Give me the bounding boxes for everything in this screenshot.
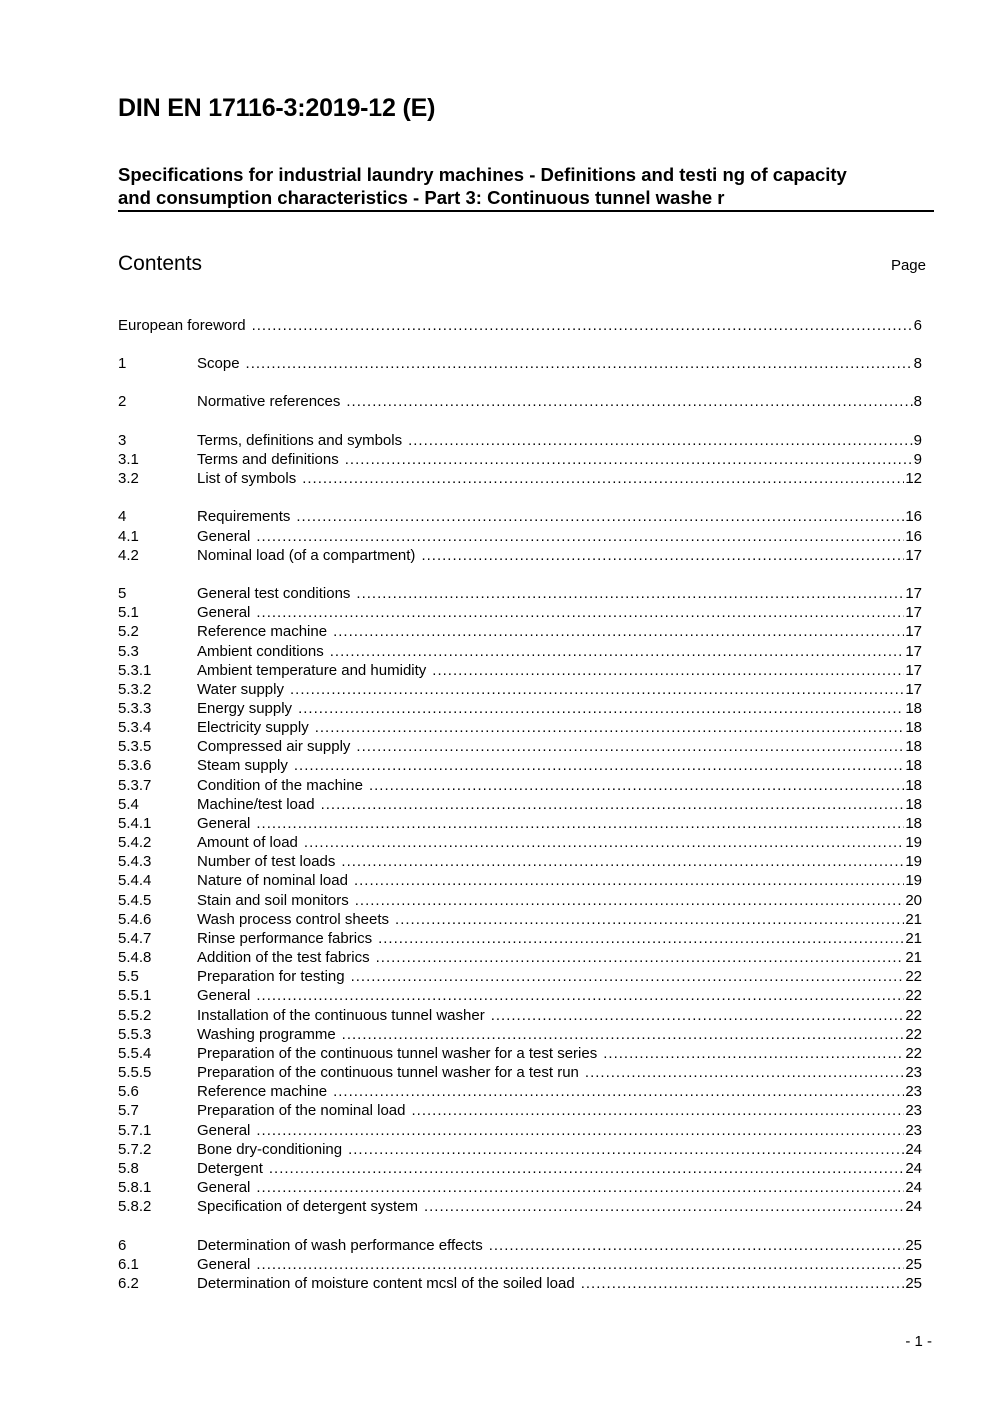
toc-entry-number: 5.3.2: [118, 681, 152, 698]
toc-entry[interactable]: [118, 910, 922, 929]
toc-entry-page: 17: [905, 681, 922, 698]
toc-entry-page: 18: [905, 700, 922, 717]
toc-dot-leader: [256, 1255, 904, 1274]
toc-entry-page: 20: [905, 892, 922, 909]
toc-entry-number: 5.4.1: [118, 815, 152, 832]
toc-entry-page: 24: [905, 1198, 922, 1215]
toc-entry-number: 5.2: [118, 623, 139, 640]
toc-entry[interactable]: [118, 680, 922, 699]
toc-dot-leader: [296, 507, 904, 526]
toc-dot-leader: [269, 1159, 904, 1178]
toc-entry-title: General: [197, 604, 251, 621]
toc-entry-title: Terms and definitions: [197, 451, 339, 468]
toc-entry[interactable]: [118, 795, 922, 814]
toc-entry-title: Reference machine: [197, 1083, 328, 1100]
toc-entry-number: 5.4.8: [118, 949, 152, 966]
toc-entry-title: Addition of the test fabrics: [197, 949, 370, 966]
toc-dot-leader: [355, 891, 905, 910]
toc-entry-page: 18: [905, 757, 922, 774]
toc-entry-title: General: [197, 987, 251, 1004]
toc-dot-leader: [252, 316, 913, 335]
toc-entry[interactable]: [118, 776, 922, 795]
toc-entry-page: 8: [913, 355, 922, 372]
toc-entry-title: General: [197, 1256, 251, 1273]
toc-entry-title: General test conditions: [197, 585, 351, 602]
toc-entry[interactable]: [118, 642, 922, 661]
toc-dot-leader: [376, 948, 905, 967]
toc-entry-number: 5.3.6: [118, 757, 152, 774]
toc-dot-leader: [256, 986, 904, 1005]
toc-entry-page: 23: [905, 1102, 922, 1119]
toc-entry-page: 18: [905, 796, 922, 813]
toc-entry-number: 5.1: [118, 604, 139, 621]
toc-entry[interactable]: [118, 1178, 922, 1197]
toc-entry[interactable]: [118, 737, 922, 756]
toc-entry-number: 1: [118, 355, 127, 372]
toc-entry-page: 21: [905, 930, 922, 947]
toc-entry-title: General: [197, 528, 251, 545]
toc-entry-page: 19: [905, 834, 922, 851]
toc-entry-title: General: [197, 815, 251, 832]
toc-dot-leader: [256, 527, 904, 546]
toc-entry-number: 5.3.5: [118, 738, 152, 755]
contents-heading: Contents: [118, 252, 203, 275]
toc-entry[interactable]: [118, 450, 922, 469]
toc-dot-leader: [581, 1274, 905, 1293]
toc-entry[interactable]: [118, 584, 922, 603]
toc-dot-leader: [290, 680, 904, 699]
toc-entry-page: 18: [905, 719, 922, 736]
toc-dot-leader: [351, 967, 905, 986]
toc-dot-leader: [408, 431, 913, 450]
toc-entry[interactable]: [118, 431, 922, 450]
toc-entry[interactable]: [118, 833, 922, 852]
toc-entry-page: 16: [905, 528, 922, 545]
toc-entry-number: 2: [118, 393, 127, 410]
toc-entry-title: Number of test loads: [197, 853, 336, 870]
toc-dot-leader: [356, 737, 904, 756]
toc-entry[interactable]: [118, 1121, 922, 1140]
toc-entry-title: Water supply: [197, 681, 284, 698]
toc-dot-leader: [411, 1101, 904, 1120]
toc-dot-leader: [315, 718, 905, 737]
toc-entry-page: 9: [913, 432, 922, 449]
toc-entry[interactable]: [118, 1044, 922, 1063]
toc-entry[interactable]: [118, 546, 922, 565]
toc-entry-title: Electricity supply: [197, 719, 309, 736]
toc-entry-page: 17: [905, 662, 922, 679]
toc-entry[interactable]: [118, 603, 922, 622]
toc-dot-leader: [304, 833, 904, 852]
toc-entry-number: 5.3.7: [118, 777, 152, 794]
toc-entry-number: 5.4.3: [118, 853, 152, 870]
toc-dot-leader: [345, 450, 913, 469]
toc-entry-page: 21: [905, 949, 922, 966]
toc-entry-title: Condition of the machine: [197, 777, 363, 794]
toc-entry-title: Normative references: [197, 393, 341, 410]
toc-entry-page: 22: [905, 1045, 922, 1062]
toc-dot-leader: [294, 756, 904, 775]
toc-entry-page: 22: [905, 987, 922, 1004]
toc-entry-page: 21: [905, 911, 922, 928]
toc-entry-number: 5.6: [118, 1083, 139, 1100]
toc-entry[interactable]: [118, 1025, 922, 1044]
toc-entry-number: 5.7.2: [118, 1141, 152, 1158]
toc-entry-title: Preparation of the nominal load: [197, 1102, 406, 1119]
toc-entry[interactable]: [118, 814, 922, 833]
toc-entry-page: 25: [905, 1237, 922, 1254]
toc-entry[interactable]: [118, 1197, 922, 1216]
toc-entry-page: 24: [905, 1160, 922, 1177]
toc-entry-number: 5: [118, 585, 127, 602]
toc-entry-number: 5.4: [118, 796, 139, 813]
toc-entry-title: List of symbols: [197, 470, 297, 487]
toc-entry-number: 4.1: [118, 528, 139, 545]
toc-entry-title: Preparation of the continuous tunnel washer for a test run: [197, 1064, 579, 1081]
toc-entry[interactable]: [118, 967, 922, 986]
toc-entry-title: Specification of detergent system: [197, 1198, 418, 1215]
toc-entry-title: Preparation for testing: [197, 968, 345, 985]
toc-entry[interactable]: [118, 354, 922, 373]
toc-entry-number: 5.5.1: [118, 987, 152, 1004]
toc-dot-leader: [432, 661, 904, 680]
toc-entry-number: 5.5: [118, 968, 139, 985]
toc-dot-leader: [342, 1025, 905, 1044]
toc-entry-number: 5.4.4: [118, 872, 152, 889]
toc-entry-number: 5.5.5: [118, 1064, 152, 1081]
toc-entry-page: 17: [905, 604, 922, 621]
toc-dot-leader: [298, 699, 904, 718]
toc-entry-page: 22: [905, 1007, 922, 1024]
toc-entry-title: Amount of load: [197, 834, 298, 851]
subtitle-line-1: Specifications for industrial laundry machines - Definitions and testi ng of capacity: [118, 164, 847, 185]
toc-entry[interactable]: [118, 756, 922, 775]
toc-entry-number: 5.4.6: [118, 911, 152, 928]
toc-entry-title: Determination of moisture content mcsl of the soiled load: [197, 1275, 575, 1292]
toc-entry-title: Machine/test load: [197, 796, 315, 813]
toc-entry[interactable]: [118, 507, 922, 526]
toc-entry-number: 5.4.7: [118, 930, 152, 947]
toc-entry-title: Steam supply: [197, 757, 288, 774]
toc-entry-title: Rinse performance fabrics: [197, 930, 373, 947]
toc-entry-page: 23: [905, 1064, 922, 1081]
toc-dot-leader: [256, 1121, 904, 1140]
toc-dot-leader: [369, 776, 904, 795]
toc-entry[interactable]: [118, 1140, 922, 1159]
toc-entry[interactable]: [118, 1255, 922, 1274]
toc-entry-title: Energy supply: [197, 700, 293, 717]
toc-entry-title: Terms, definitions and symbols: [197, 432, 403, 449]
toc-dot-leader: [256, 814, 904, 833]
toc-entry-page: 16: [905, 508, 922, 525]
toc-entry-number: 5.8: [118, 1160, 139, 1177]
toc-dot-leader: [424, 1197, 904, 1216]
toc-entry-title: Installation of the continuous tunnel washer: [197, 1007, 485, 1024]
toc-dot-leader: [354, 871, 904, 890]
toc-entry-page: 18: [905, 777, 922, 794]
toc-entry-number: 5.3: [118, 643, 139, 660]
toc-entry-number: 6: [118, 1237, 127, 1254]
toc-entry[interactable]: [118, 852, 922, 871]
toc-entry-number: 3.1: [118, 451, 139, 468]
toc-dot-leader: [333, 622, 904, 641]
toc-entry-number: 5.3.3: [118, 700, 152, 717]
toc-dot-leader: [256, 1178, 904, 1197]
toc-entry-page: 22: [905, 968, 922, 985]
toc-entry-title: Reference machine: [197, 623, 328, 640]
toc-entry[interactable]: [118, 661, 922, 680]
toc-entry-number: 3.2: [118, 470, 139, 487]
toc-entry-title: Requirements: [197, 508, 291, 525]
toc-entry[interactable]: [118, 1101, 922, 1120]
toc-entry[interactable]: [118, 1006, 922, 1025]
toc-entry-title: General: [197, 1122, 251, 1139]
toc-dot-leader: [489, 1236, 905, 1255]
toc-entry-title: Bone dry-conditioning: [197, 1141, 343, 1158]
toc-entry-title: Wash process control sheets: [197, 911, 390, 928]
toc-entry-title: Compressed air supply: [197, 738, 351, 755]
toc-entry[interactable]: [118, 527, 922, 546]
toc-entry-title: Nominal load (of a compartment): [197, 547, 416, 564]
toc-entry-page: 23: [905, 1083, 922, 1100]
toc-entry[interactable]: [118, 1274, 922, 1293]
toc-entry-number: 5.5.4: [118, 1045, 152, 1062]
toc-dot-leader: [256, 603, 904, 622]
page-number: - 1 -: [905, 1333, 932, 1350]
toc-entry[interactable]: [118, 1082, 922, 1101]
toc-entry-page: 25: [905, 1256, 922, 1273]
toc-entry-number: 4.2: [118, 547, 139, 564]
toc-entry-page: 18: [905, 815, 922, 832]
toc-entry-page: 17: [905, 643, 922, 660]
toc-entry-page: 19: [905, 872, 922, 889]
toc-entry-title: Ambient conditions: [197, 643, 324, 660]
toc-entry-page: 17: [905, 623, 922, 640]
toc-entry[interactable]: [118, 948, 922, 967]
toc-entry-page: 17: [905, 547, 922, 564]
toc-entry[interactable]: [118, 1236, 922, 1255]
toc-dot-leader: [341, 852, 904, 871]
toc-dot-leader: [585, 1063, 904, 1082]
toc-entry-page: 19: [905, 853, 922, 870]
toc-entry-title: Stain and soil monitors: [197, 892, 349, 909]
toc-entry[interactable]: [118, 891, 922, 910]
toc-entry-number: 5.3.1: [118, 662, 152, 679]
subtitle: [118, 163, 934, 209]
toc-entry[interactable]: [118, 392, 922, 411]
toc-entry-page: 9: [913, 451, 922, 468]
toc-entry-title: European foreword: [118, 317, 246, 334]
toc-entry[interactable]: [118, 718, 922, 737]
subtitle-line-2: and consumption characteristics - Part 3: Continuous tunnel washe r: [118, 187, 725, 208]
toc-entry[interactable]: [118, 929, 922, 948]
toc-entry-page: 25: [905, 1275, 922, 1292]
doc-title: DIN EN 17116-3:2019-12 (E): [118, 94, 436, 122]
title-rule: [118, 210, 934, 212]
toc-entry-number: 5.7.1: [118, 1122, 152, 1139]
toc-entry-number: 4: [118, 508, 127, 525]
toc-entry-number: 6.2: [118, 1275, 139, 1292]
toc-entry[interactable]: [118, 1159, 922, 1178]
toc-entry-page: 12: [905, 470, 922, 487]
toc-entry-page: 22: [905, 1026, 922, 1043]
toc-entry[interactable]: [118, 986, 922, 1005]
toc-dot-leader: [246, 354, 913, 373]
toc-dot-leader: [333, 1082, 904, 1101]
toc-entry[interactable]: [118, 871, 922, 890]
toc-entry-page: 17: [905, 585, 922, 602]
toc-entry-number: 5.3.4: [118, 719, 152, 736]
toc-entry[interactable]: [118, 1063, 922, 1082]
toc-dot-leader: [421, 546, 904, 565]
toc-dot-leader: [395, 910, 904, 929]
toc-entry-page: 24: [905, 1141, 922, 1158]
toc-entry-page: 24: [905, 1179, 922, 1196]
toc-entry-number: 6.1: [118, 1256, 139, 1273]
toc-entry-number: 5.8.2: [118, 1198, 152, 1215]
toc-dot-leader: [603, 1044, 904, 1063]
toc-entry-page: 6: [913, 317, 922, 334]
toc-dot-leader: [491, 1006, 905, 1025]
toc-dot-leader: [321, 795, 905, 814]
toc-entry-title: Detergent: [197, 1160, 263, 1177]
toc-entry-title: Nature of nominal load: [197, 872, 348, 889]
toc-dot-leader: [356, 584, 904, 603]
toc-entry[interactable]: [118, 622, 922, 641]
toc-entry-number: 5.5.3: [118, 1026, 152, 1043]
toc-entry-number: 5.5.2: [118, 1007, 152, 1024]
toc-entry-number: 5.4.5: [118, 892, 152, 909]
toc-entry-number: 5.7: [118, 1102, 139, 1119]
toc-dot-leader: [330, 642, 905, 661]
toc-entry[interactable]: [118, 699, 922, 718]
toc-entry-title: Scope: [197, 355, 240, 372]
toc-entry-page: 18: [905, 738, 922, 755]
toc-dot-leader: [348, 1140, 904, 1159]
toc-entry-number: 3: [118, 432, 127, 449]
toc-entry-title: Ambient temperature and humidity: [197, 662, 427, 679]
toc-entry-page: 8: [913, 393, 922, 410]
toc-entry-title: Preparation of the continuous tunnel washer for a test series: [197, 1045, 598, 1062]
toc-dot-leader: [346, 392, 912, 411]
toc-entry-page: 23: [905, 1122, 922, 1139]
toc-entry[interactable]: [118, 469, 922, 488]
toc-entry-title: Washing programme: [197, 1026, 336, 1043]
toc-entry-number: 5.4.2: [118, 834, 152, 851]
toc-entry-title: Determination of wash performance effects: [197, 1237, 483, 1254]
toc-dot-leader: [378, 929, 904, 948]
toc-entry-number: 5.8.1: [118, 1179, 152, 1196]
toc-dot-leader: [302, 469, 904, 488]
toc-entry[interactable]: [118, 316, 922, 335]
page-column-label: Page: [890, 257, 926, 274]
toc-entry-title: General: [197, 1179, 251, 1196]
